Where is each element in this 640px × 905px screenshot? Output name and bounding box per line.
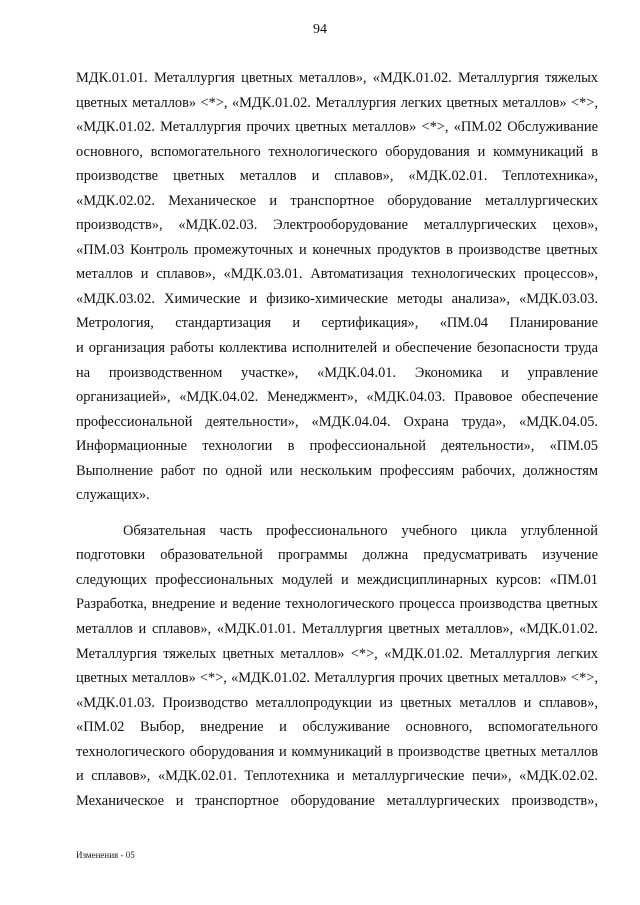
- footer-revision-note: Изменения - 05: [76, 850, 135, 860]
- text-line: «МДК.02.02. Механическое и транспортное оборудование металлургических: [76, 192, 598, 209]
- text-line: металлов и сплавов», «МДК.03.01. Автоматизация технологических процессов»,: [76, 266, 598, 283]
- text-line: металлов и сплавов», «МДК.01.01. Металлургия цветных металлов», «МДК.01.02.: [76, 621, 598, 638]
- paragraph-1: [76, 66, 598, 508]
- text-line: «МДК.01.03. Производство металлопродукции из цветных металлов и сплавов»,: [76, 694, 598, 711]
- text-line: и организация работы коллектива исполнителей и обеспечение безопасности труда: [76, 340, 598, 357]
- text-line: цветных металлов» <*>, «МДК.01.02. Металлургия легких цветных металлов» <*>,: [76, 94, 598, 111]
- text-line: Обязательная часть профессионального учебного цикла углубленной: [123, 522, 598, 539]
- text-line: и сплавов», «МДК.02.01. Теплотехника и металлургические печи», «МДК.02.02.: [76, 768, 598, 785]
- text-line: МДК.01.01. Металлургия цветных металлов», «МДК.01.02. Металлургия тяжелых: [76, 70, 598, 86]
- text-line: «ПМ.03 Контроль промежуточных и конечных продуктов в производстве цветных: [76, 241, 598, 258]
- text-line: служащих».: [76, 487, 150, 504]
- text-line: Разработка, внедрение и ведение технологического процесса производства цветных: [76, 596, 598, 613]
- text-line: «ПМ.02 Выбор, внедрение и обслуживание основного, вспомогательного: [76, 719, 598, 736]
- text-line: Информационные технологии в профессиональной деятельности», «ПМ.05: [76, 438, 598, 455]
- text-line: производстве цветных металлов и сплавов», «МДК.02.01. Теплотехника»,: [76, 168, 598, 185]
- text-line: технологического оборудования и коммуникаций в производстве цветных металлов: [76, 743, 598, 760]
- text-line: цветных металлов» <*>, «МДК.01.02. Металлургия прочих цветных металлов» <*>,: [76, 670, 598, 687]
- text-line: Метрология, стандартизация и сертификация», «ПМ.04 Планирование: [76, 315, 598, 332]
- text-line: основного, вспомогательного технологического оборудования и коммуникаций в: [76, 143, 598, 160]
- text-line: Механическое и транспортное оборудование металлургических производств»,: [76, 792, 598, 809]
- text-line: следующих профессиональных модулей и междисциплинарных курсов: «ПМ.01: [76, 571, 598, 588]
- text-line: организацией», «МДК.04.02. Менеджмент», «МДК.04.03. Правовое обеспечение: [76, 389, 598, 406]
- text-line: подготовки образовательной программы должна предусматривать изучение: [76, 547, 598, 564]
- paragraph-spacer: [76, 508, 598, 519]
- page-number: 94: [313, 22, 327, 37]
- text-line: производств», «МДК.02.03. Электрооборудование металлургических цехов»,: [76, 217, 598, 234]
- body-text: [76, 66, 598, 813]
- text-line: Выполнение работ по одной или нескольким профессиям рабочих, должностям: [76, 462, 598, 479]
- text-line: на производственном участке», «МДК.04.01. Экономика и управление: [76, 364, 598, 381]
- text-line: «МДК.03.02. Химические и физико-химические методы анализа», «МДК.03.03.: [76, 290, 598, 307]
- text-line: Металлургия тяжелых цветных металлов» <*>, «МДК.01.02. Металлургия легких: [76, 645, 598, 662]
- text-line: профессиональной деятельности», «МДК.04.04. Охрана труда», «МДК.04.05.: [76, 413, 598, 430]
- paragraph-2: [76, 519, 598, 814]
- text-line: «МДК.01.02. Металлургия прочих цветных металлов» <*>, «ПМ.02 Обслуживание: [76, 119, 598, 136]
